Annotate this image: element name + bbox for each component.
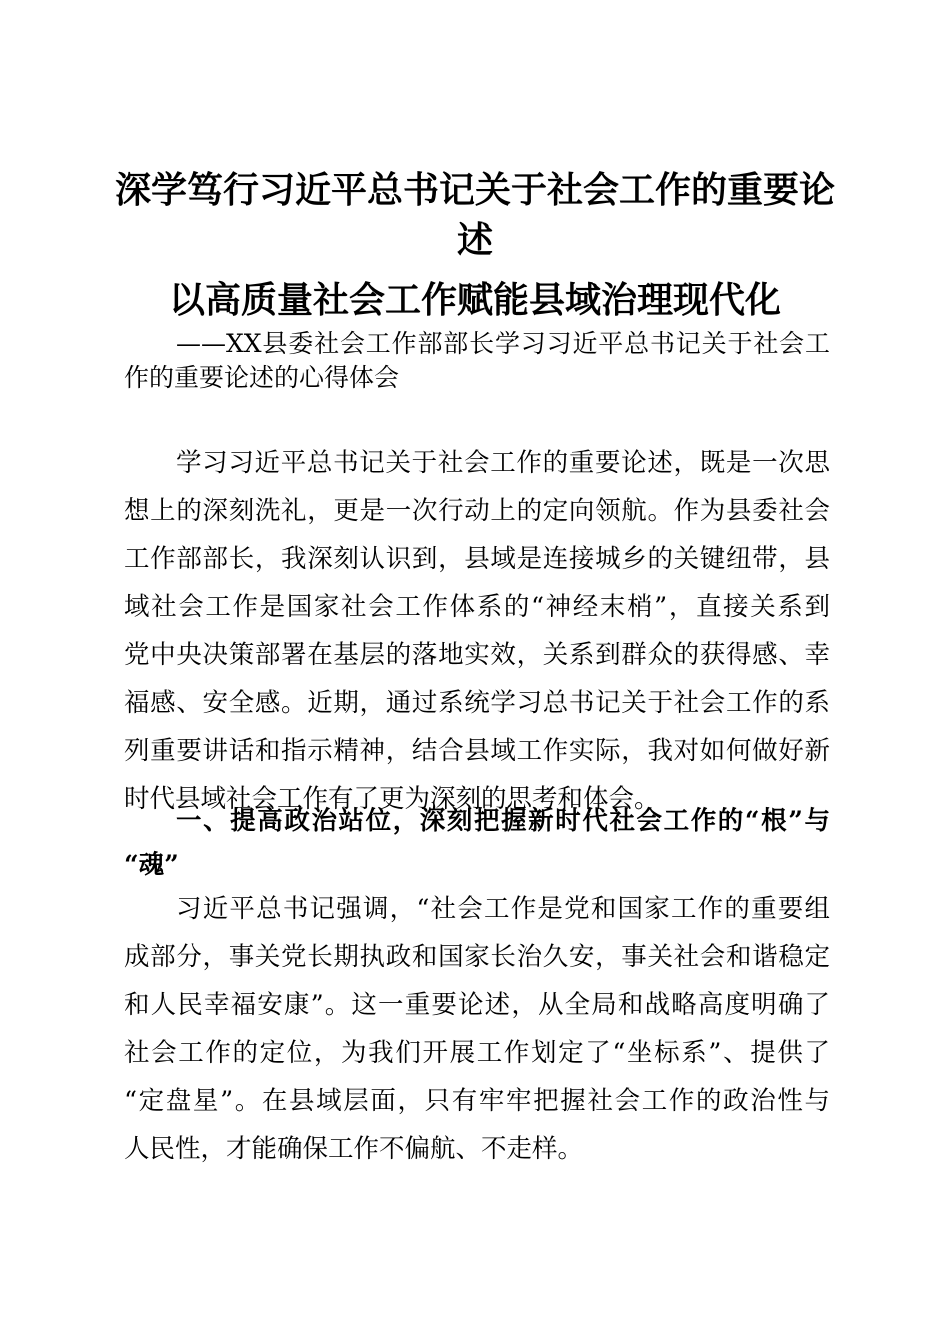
heading-line: 一、提高政治站位，深刻把握新时代社会工作的“根”与: [176, 806, 830, 836]
subtitle-line: 作的重要论述的心得体会: [124, 363, 400, 392]
heading-line: “魂”: [124, 850, 179, 880]
text-line: 工作部部长，我深刻认识到，县域是连接城乡的关键纽带，县: [124, 544, 830, 574]
text-line: 学习习近平总书记关于社会工作的重要论述，既是一次思: [176, 448, 830, 478]
text-line: “定盘星”。在县域层面，只有牢牢把握社会工作的政治性与: [124, 1086, 830, 1116]
text-line: 域社会工作是国家社会工作体系的“神经末梢”，直接关系到: [124, 592, 830, 622]
text-line: 社会工作的定位，为我们开展工作划定了“坐标系”、提供了: [124, 1038, 830, 1068]
text-line: 福感、安全感。近期，通过系统学习总书记关于社会工作的系: [124, 688, 830, 718]
paragraph-intro: [124, 439, 830, 823]
text-line: 列重要讲话和指示精神，结合县域工作实际，我对如何做好新: [124, 736, 830, 766]
title-line-1: 深学笃行习近平总书记关于社会工作的重要论: [114, 169, 835, 211]
text-line: 党中央决策部署在基层的落地实效，关系到群众的获得感、幸: [124, 640, 830, 670]
text-line: 成部分，事关党长期执政和国家长治久安，事关社会和谐稳定: [124, 942, 830, 972]
text-line: 习近平总书记强调，“社会工作是党和国家工作的重要组: [176, 894, 830, 924]
text-line: 人民性，才能确保工作不偏航、不走样。: [124, 1134, 584, 1164]
text-line: 时代县域社会工作有了更为深刻的思考和体会。: [124, 784, 660, 814]
subtitle-line: ——XX县委社会工作部部长学习习近平总书记关于社会工: [176, 329, 830, 358]
title-line-3: 以高质量社会工作赋能县域治理现代化: [168, 279, 781, 321]
text-line: 和人民幸福安康”。这一重要论述，从全局和战略高度明确了: [124, 990, 830, 1020]
document-subtitle: [124, 327, 830, 395]
title-line-2: 述: [456, 219, 493, 261]
paragraph-section-1: [124, 885, 830, 1173]
text-line: 想上的深刻洗礼，更是一次行动上的定向领航。作为县委社会: [124, 496, 830, 526]
section-heading-1: [124, 797, 830, 889]
